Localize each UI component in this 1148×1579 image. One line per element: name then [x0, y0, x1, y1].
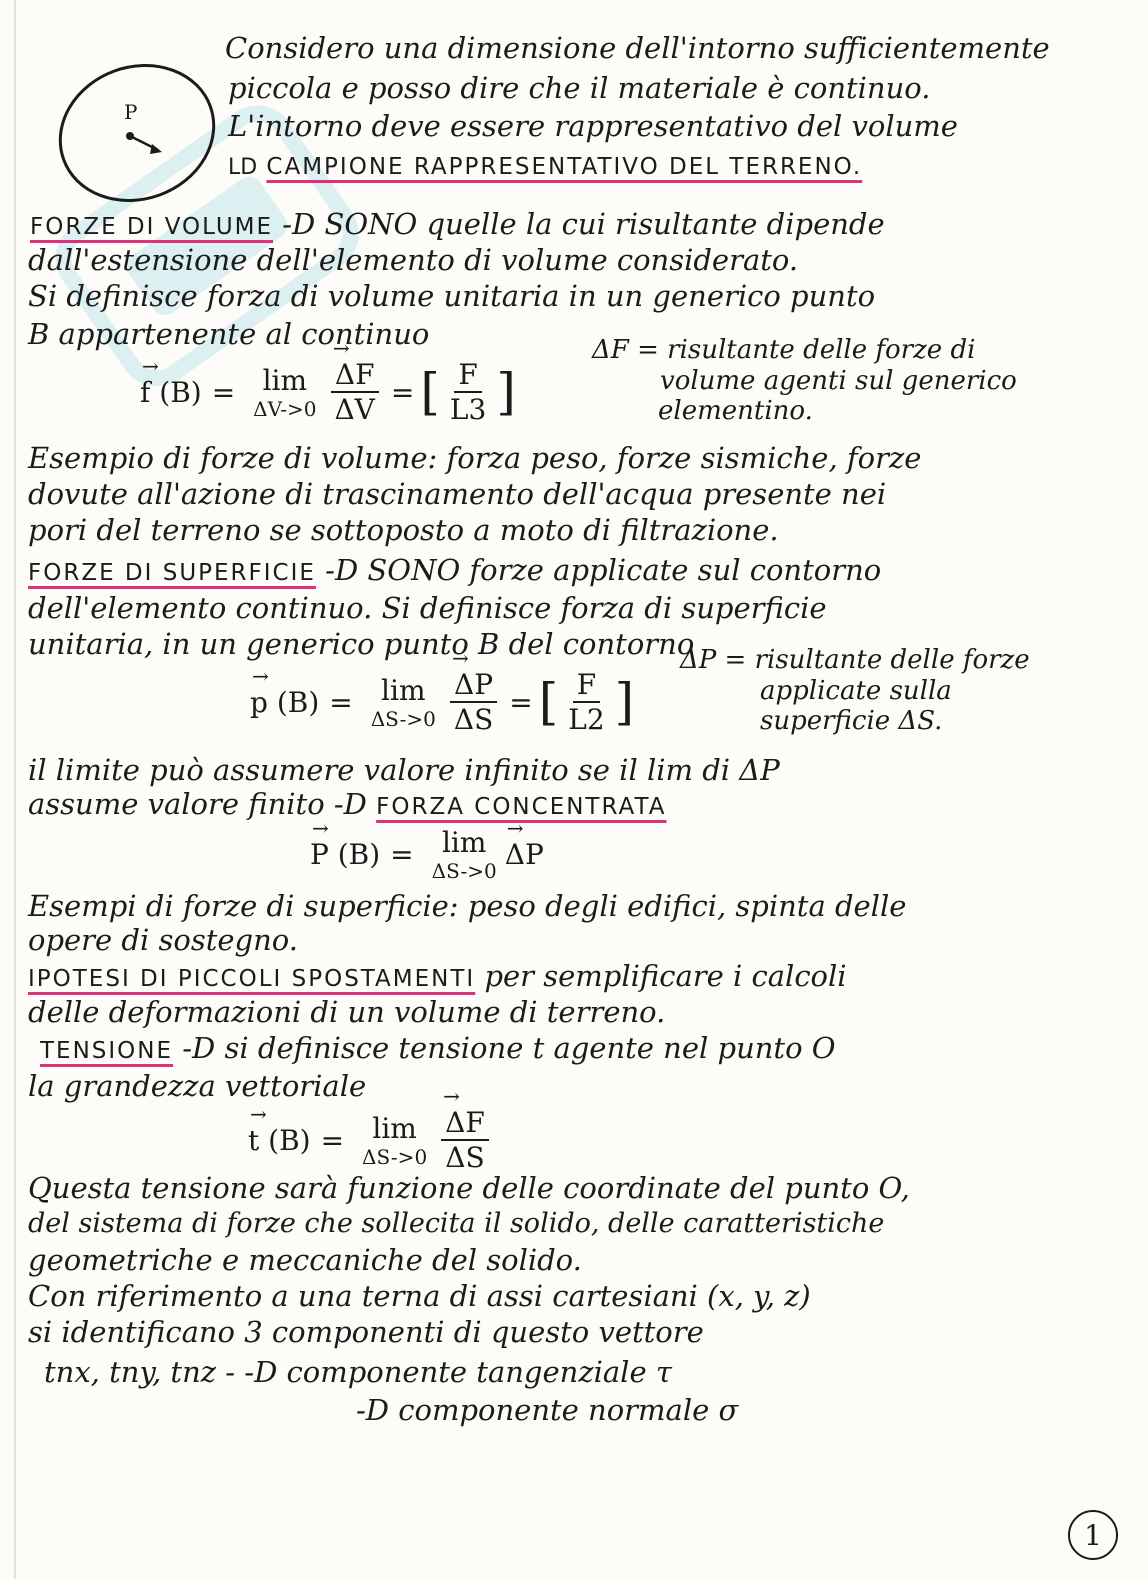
line-10: dovute all'azione di trascinamento dell'acqua presente nei: [28, 477, 887, 511]
line-7: Si definisce forza di volume unitaria in un generico punto: [28, 279, 876, 313]
line-24: del sistema di forze che sollecita il solido, delle caratteristiche: [28, 1208, 885, 1239]
page-number: 1: [1068, 1510, 1118, 1560]
line-14: unitaria, in un generico punto B del contorno: [28, 627, 695, 661]
line-5-text: -D SONO quelle la cui risultante dipende: [282, 207, 885, 241]
arrow-marker: LD: [228, 155, 258, 180]
formula2-num: → ΔP: [450, 668, 497, 703]
line-28: tnx, tny, tnz - -D componente tangenziale τ: [44, 1355, 672, 1389]
formula2-note-2: applicate sulla: [760, 676, 952, 706]
formula2-den: ΔS: [453, 703, 494, 736]
line-29: -D componente normale σ: [356, 1393, 739, 1427]
line-2: piccola e posso dire che il materiale è continuo.: [228, 71, 931, 105]
line-18: opere di sostegno.: [28, 923, 298, 957]
line-8: B appartenente al continuo: [28, 317, 430, 351]
line-11: pori del terreno se sottoposto a moto di filtrazione.: [28, 513, 779, 547]
line-17: Esempi di forze di superficie: peso degli edifici, spinta delle: [28, 889, 907, 923]
formula4-eq: =: [320, 1123, 345, 1157]
formula2-dim-num: F: [573, 668, 600, 703]
line-12: [28, 552, 881, 591]
line-4: [228, 146, 862, 186]
formula1-note-2: volume agenti sul generico: [660, 366, 1017, 396]
formula3-rhs: → ΔP: [505, 838, 544, 871]
formula1-lhs: → f (B): [140, 376, 202, 409]
formula-surface-force: → p (B) = lim ΔS->0 → $\frac{\Delta P}{\Delta S}$ = [ $\frac{F}{L2}$ ]: [250, 668, 634, 736]
line-22: la grandezza vettoriale: [28, 1069, 367, 1103]
formula3-lim: lim: [441, 826, 487, 859]
formula1-lim-sub: ΔV->0: [253, 396, 317, 421]
line-13: dell'elemento continuo. Si definisce forza di superficie: [28, 591, 827, 625]
line-16: [28, 786, 666, 825]
formula1-dim-num: F: [454, 358, 481, 393]
formula4-lhs: → t (B): [248, 1124, 311, 1157]
formula1-note-3: elementino.: [658, 396, 813, 426]
line-16-text: assume valore finito -D: [28, 787, 367, 821]
formula-concentrated-force: [310, 826, 544, 883]
formula4-lim: lim: [372, 1111, 417, 1145]
formula4-num: → ΔF: [441, 1106, 489, 1141]
formula2-note-3: superficie ΔS.: [760, 706, 943, 736]
heading-forze-superficie: FORZE DI SUPERFICIE: [28, 560, 316, 586]
formula2-lim: lim: [381, 673, 426, 707]
heading-tensione: TENSIONE: [40, 1038, 174, 1064]
formula3-lim-sub: ΔS->0: [431, 859, 497, 883]
formula2-note-1: ΔP = risultante delle forze: [680, 645, 1030, 675]
formula4-lim-sub: ΔS->0: [362, 1144, 428, 1169]
line-15: il limite può assumere valore infinito se il lim di ΔP: [28, 753, 780, 787]
formula2-lim-sub: ΔS->0: [370, 706, 436, 731]
line-12-text: -D SONO forze applicate sul contorno: [325, 553, 882, 587]
heading-forza-concentrata: FORZA CONCENTRATA: [376, 794, 667, 820]
formula1-note-1: ΔF = risultante delle forze di: [592, 335, 976, 365]
line-23: Questa tensione sarà funzione delle coordinate del punto O,: [28, 1171, 910, 1205]
formula1-dim-den: L3: [449, 393, 487, 426]
formula3-lhs: → P (B): [310, 838, 380, 871]
formula2-lhs: → p (B): [250, 686, 319, 719]
line-20: delle deformazioni di un volume di terreno.: [28, 995, 666, 1029]
formula4-den: ΔS: [445, 1141, 485, 1174]
continuum-diagram: [52, 58, 222, 208]
line-5: [30, 206, 885, 245]
page-edge: [14, 0, 16, 1579]
heading-ipotesi: IPOTESI DI PICCOLI SPOSTAMENTI: [28, 966, 476, 992]
formula1-eq: =: [211, 375, 236, 409]
line-25: geometriche e meccaniche del solido.: [28, 1243, 582, 1277]
line-19-text: per semplificare i calcoli: [484, 959, 847, 993]
line-3: L'intorno deve essere rappresentativo del volume: [228, 109, 958, 143]
line-26: Con riferimento a una terna di assi cartesiani (x, y, z): [28, 1279, 811, 1313]
line-21: [40, 1030, 836, 1069]
formula1-lim: lim: [262, 363, 308, 397]
formula1-den: ΔV: [334, 393, 375, 426]
formula1-num: → ΔF: [331, 358, 379, 393]
line-9: Esempio di forze di volume: forza peso, forze sismiche, forze: [28, 441, 922, 475]
line-1: Considero una dimensione dell'intorno sufficientemente: [225, 31, 1050, 65]
line-21-text: -D si definisce tensione t agente nel punto O: [182, 1031, 836, 1065]
heading-forze-volume: FORZE DI VOLUME: [30, 214, 274, 240]
line-27: si identificano 3 componenti di questo vettore: [28, 1315, 704, 1349]
point-p-label: P: [124, 100, 138, 124]
formula3-eq: =: [390, 838, 414, 871]
line-6: dall'estensione dell'elemento di volume considerato.: [28, 243, 799, 277]
formula2-dim-den: L2: [568, 703, 605, 736]
formula-tension: [248, 1106, 495, 1174]
formula-volume-force: → f (B) = lim ΔV->0 → $\frac{\Delta F}{\Delta V}$ = [ $\frac{F}{L3}$ ]: [140, 358, 516, 426]
line-19: [28, 958, 847, 997]
heading-campione: CAMPIONE RAPPRESENTATIVO DEL TERRENO.: [266, 154, 863, 180]
formula2-eq: =: [329, 685, 353, 719]
